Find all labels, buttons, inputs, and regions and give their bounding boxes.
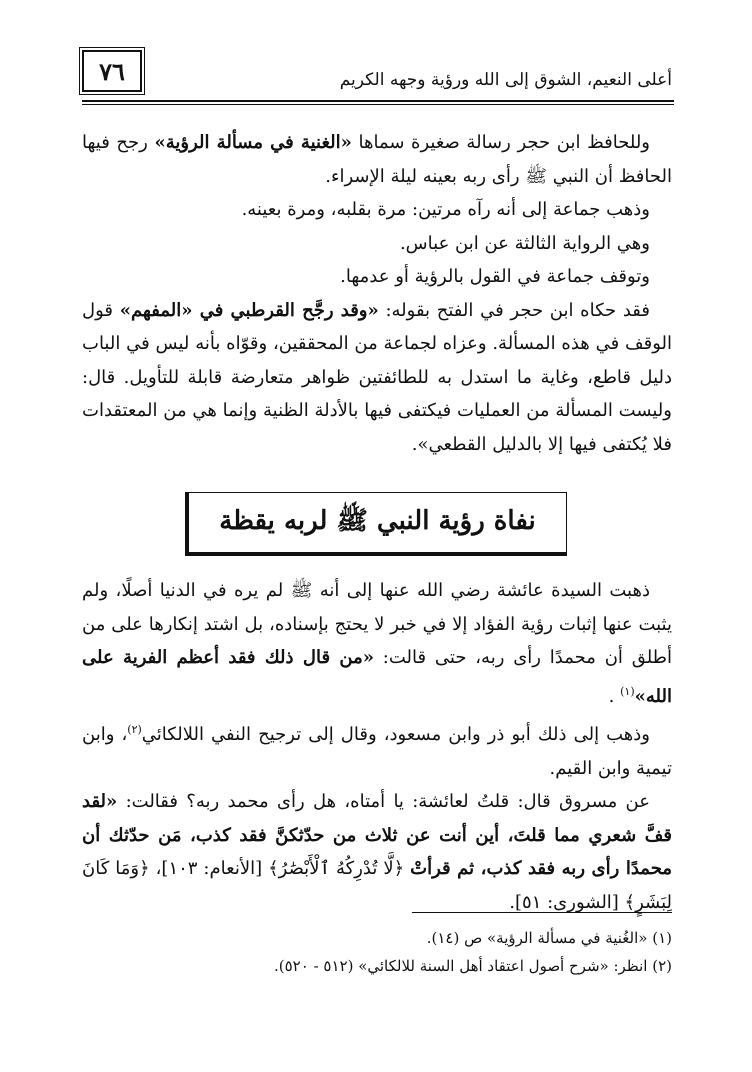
quote-bold: «لقد قفَّ شعري مما قلتَ، أين أنت عن ثلاث من حدّثكنَّ فقد كذب، مَن حدّثك أن محمدًا رأى ربه فقد كذب، ثم قرأتْ [82,791,672,879]
footnote: (١) «الغُنية في مسألة الرؤية» ص (١٤). [426,929,672,947]
header-rule-thin [82,104,674,105]
paragraph: وذهب إلى ذلك أبو ذر وابن مسعود، وقال إلى ترجيح النفي اللالكائي$^{(٢)}$، وابن تيمية وابن القيم. [82,723,672,779]
paragraph: وذهب جماعة إلى أنه رآه مرتين: مرة بقلبه، ومرة بعينه. [241,199,650,220]
quote-bold: «وقد رجَّح القرطبي في «المفهم» [119,299,379,321]
footnotes [82,924,672,980]
section-heading: نفاة رؤية النبي ﷺ لربه يقظة [185,492,567,556]
paragraph: فقد حكاه ابن حجر في الفتح بقوله: «وقد رجَّح القرطبي في «المفهم» قول الوقف في هذه المسألة. وعزاه لجماعة من المحققين، وقوّاه بأنه ليس في الباب دليل قاطع، وغاية ما استدل به للطائفتين ظواهر متعارضة قابلة للتأويل. قال: وليست المسألة من العمليات فيكتفى فيها بالأدلة الظنية وإنما هي من المعتقدات فلا يُكتفى فيها إلا بالدليل القطعي». [82,299,672,455]
book-title: «الغنية في مسألة الرؤية» [154,132,352,153]
footnote: (٢) انظر: «شرح أصول اعتقاد أهل السنة للالكائي» (٥١٢ - ٥٢٠). [274,957,672,975]
footnote-separator [412,912,672,913]
page-number: ٧٦ [82,50,142,92]
section-one-text [82,126,672,461]
paragraph: عن مسروق قال: قلتُ لعائشة: يا أمتاه، هل رأى محمد ربه؟ فقالت: «لقد قفَّ شعري مما قلتَ، أين أنت عن ثلاث من حدّثكنَّ فقد كذب، مَن حدّثك أن محمدًا رأى ربه فقد كذب، ثم قرأتْ ﴿لَّا تُدْرِكُهُ ٱلْأَبْصَٰرُ﴾ [الأنعام: ١٠٣]، ﴿وَمَا كَانَ لِبَشَرٍ﴾ [الشورى: ٥١]. [82,791,672,913]
paragraph: وهي الرواية الثالثة عن ابن عباس. [399,232,650,254]
running-title: أعلى النعيم، الشوق إلى الله ورؤية وجهه الكريم [339,70,672,90]
section-two-text [82,574,672,919]
header-rule [82,100,674,102]
paragraph: ذهبت السيدة عائشة رضي الله عنها إلى أنه ﷺ لم يره في الدنيا أصلًا، ولم يثبت عنها إثبات رؤية الفؤاد إلا في خبر لا يحتج بإسناده، بل اشتد إنكارها على من أطلق أن محمدًا رأى ربه، حتى قالت: «من قال ذلك فقد أعظم الفرية على الله»$^{(١)}$ . [82,580,673,707]
paragraph: وللحافظ ابن حجر رسالة صغيرة سماها «الغنية في مسألة الرؤية» رجح فيها الحافظ أن النبي ﷺ رأى ربه بعينه ليلة الإسراء. [82,132,672,187]
section-heading-frame [185,492,567,556]
quote-bold: «من قال ذلك فقد أعظم الفرية على الله» [82,647,672,707]
footnote-ref: (١) [620,684,635,698]
page-header [82,50,672,96]
paragraph: وتوقف جماعة في القول بالرؤية أو عدمها. [340,266,650,287]
footnote-ref: (٢) [127,723,142,736]
